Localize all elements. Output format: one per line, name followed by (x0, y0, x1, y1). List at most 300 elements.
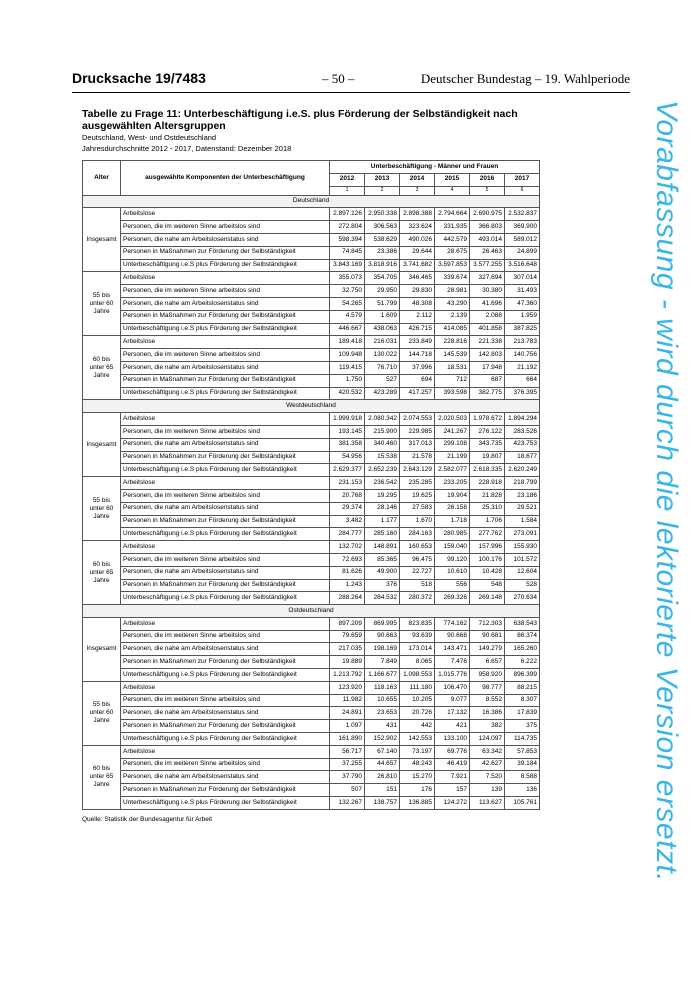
value-cell: 113.627 (470, 797, 505, 810)
table-row (83, 541, 540, 554)
value-cell: 130.022 (365, 349, 400, 362)
value-cell: 10.205 (400, 694, 435, 707)
value-cell: 23.653 (365, 707, 400, 720)
component-label: Arbeitslose (121, 272, 330, 285)
table-row (83, 208, 540, 221)
value-cell: 490.026 (400, 233, 435, 246)
table-row (83, 297, 540, 310)
table-row (83, 797, 540, 810)
value-cell: 2.088 (470, 310, 505, 323)
component-label: Arbeitslose (121, 336, 330, 349)
table-row (83, 502, 540, 515)
value-cell: 98.777 (470, 681, 505, 694)
value-cell: 712 (435, 374, 470, 387)
table-row (83, 733, 540, 746)
value-cell: 151 (365, 784, 400, 797)
value-cell: 280.985 (435, 528, 470, 541)
value-cell: 57.853 (505, 745, 540, 758)
value-cell: 24.899 (505, 246, 540, 259)
value-cell: 426.715 (400, 323, 435, 336)
value-cell: 1.584 (505, 515, 540, 528)
value-cell: 897.209 (330, 617, 365, 630)
value-cell: 124.272 (435, 797, 470, 810)
value-cell: 2.898.388 (400, 208, 435, 221)
table-row (83, 233, 540, 246)
table-row (83, 694, 540, 707)
value-cell: 1.706 (470, 515, 505, 528)
value-cell: 774.162 (435, 617, 470, 630)
value-cell: 157.996 (470, 541, 505, 554)
value-cell: 15.538 (365, 451, 400, 464)
value-cell: 149.279 (470, 643, 505, 656)
value-cell: 896.399 (505, 669, 540, 682)
value-cell: 32.750 (330, 285, 365, 298)
value-cell: 1.166.677 (365, 669, 400, 682)
value-cell: 3.597.853 (435, 259, 470, 272)
value-cell: 90.663 (365, 630, 400, 643)
value-cell: 1.177 (365, 515, 400, 528)
value-cell: 1.609 (365, 310, 400, 323)
table-row (83, 720, 540, 733)
value-cell: 307.014 (505, 272, 540, 285)
component-label: Personen in Maßnahmen zur Förderung der Selbständigkeit (121, 451, 330, 464)
value-cell: 7.520 (470, 771, 505, 784)
value-cell: 165.260 (505, 643, 540, 656)
column-index: 1 (330, 186, 365, 195)
value-cell: 527 (365, 374, 400, 387)
value-cell: 31.493 (505, 285, 540, 298)
value-cell: 7.921 (435, 771, 470, 784)
table-row (83, 477, 540, 490)
value-cell: 157 (435, 784, 470, 797)
table-row (83, 425, 540, 438)
year-header: 2017 (505, 173, 540, 186)
table-row (83, 656, 540, 669)
table-row (83, 413, 540, 426)
value-cell: 375 (505, 720, 540, 733)
component-label: Personen, die nahe am Arbeitslosenstatus sind (121, 707, 330, 720)
age-group-cell: 55 bis unter 60 Jahre (83, 477, 121, 541)
component-label: Personen, die nahe am Arbeitslosenstatus sind (121, 233, 330, 246)
value-cell: 2.897.126 (330, 208, 365, 221)
page-header (72, 70, 630, 93)
value-cell: 198.169 (365, 643, 400, 656)
value-cell: 306.563 (365, 221, 400, 234)
value-cell: 73.197 (400, 745, 435, 758)
value-cell: 11.982 (330, 694, 365, 707)
column-index: 4 (435, 186, 470, 195)
value-cell: 1.213.792 (330, 669, 365, 682)
value-cell: 3.482 (330, 515, 365, 528)
value-cell: 1.750 (330, 374, 365, 387)
value-cell: 90.681 (470, 630, 505, 643)
table-row (83, 630, 540, 643)
value-cell: 231.153 (330, 477, 365, 490)
section-row (83, 605, 540, 618)
value-cell: 548 (470, 579, 505, 592)
table-row (83, 438, 540, 451)
value-cell: 22.727 (400, 566, 435, 579)
source-note: Quelle: Statistik der Bundesagentur für Arbeit (82, 816, 213, 823)
table-row (83, 361, 540, 374)
value-cell: 288.264 (330, 592, 365, 605)
value-cell: 44.657 (365, 758, 400, 771)
value-cell: 20.768 (330, 489, 365, 502)
table-row (83, 310, 540, 323)
value-cell: 43.290 (435, 297, 470, 310)
value-cell: 10.655 (365, 694, 400, 707)
value-cell: 189.418 (330, 336, 365, 349)
value-cell: 21.199 (435, 451, 470, 464)
value-cell: 161.890 (330, 733, 365, 746)
component-label: Personen, die im weiteren Sinne arbeitslos sind (121, 758, 330, 771)
value-cell: 382 (470, 720, 505, 733)
value-cell: 2.112 (400, 310, 435, 323)
value-cell: 442.579 (435, 233, 470, 246)
component-label: Unterbeschäftigung i.e.S plus Förderung der Selbständigkeit (121, 797, 330, 810)
year-header: 2012 (330, 173, 365, 186)
value-cell: 143.471 (435, 643, 470, 656)
value-cell: 1.098.553 (400, 669, 435, 682)
table-title: Tabelle zu Frage 11: Unterbeschäftigung i.e.S. plus Förderung der Selbständigkeit nach ausgewählten Altersgruppen (82, 108, 518, 132)
value-cell: 176 (400, 784, 435, 797)
value-cell: 144.718 (400, 349, 435, 362)
value-cell: 26.810 (365, 771, 400, 784)
value-cell: 236.542 (365, 477, 400, 490)
value-cell: 10.428 (470, 566, 505, 579)
value-cell: 280.372 (400, 592, 435, 605)
value-cell: 27.583 (400, 502, 435, 515)
component-label: Unterbeschäftigung i.e.S plus Förderung der Selbständigkeit (121, 323, 330, 336)
value-cell: 100.176 (470, 553, 505, 566)
value-cell: 29.374 (330, 502, 365, 515)
value-cell: 228.918 (470, 477, 505, 490)
value-cell: 387.825 (505, 323, 540, 336)
table-row (83, 528, 540, 541)
value-cell: 18.677 (505, 451, 540, 464)
value-cell: 6.222 (505, 656, 540, 669)
section-title: Westdeutschland (83, 400, 540, 413)
column-index: 3 (400, 186, 435, 195)
value-cell: 2.643.129 (400, 464, 435, 477)
value-cell: 140.756 (505, 349, 540, 362)
value-cell: 431 (365, 720, 400, 733)
value-cell: 507 (330, 784, 365, 797)
value-cell: 382.775 (470, 387, 505, 400)
value-cell: 119.415 (330, 361, 365, 374)
value-cell: 376 (365, 579, 400, 592)
table-row (83, 221, 540, 234)
value-cell: 414.085 (435, 323, 470, 336)
table-row (83, 784, 540, 797)
value-cell: 90.668 (435, 630, 470, 643)
value-cell: 26.158 (435, 502, 470, 515)
column-index: 5 (470, 186, 505, 195)
value-cell: 148.891 (365, 541, 400, 554)
value-cell: 423.753 (505, 438, 540, 451)
section-row (83, 195, 540, 208)
table-row (83, 259, 540, 272)
value-cell: 54.956 (330, 451, 365, 464)
value-cell: 493.014 (470, 233, 505, 246)
component-label: Personen, die im weiteren Sinne arbeitslos sind (121, 489, 330, 502)
value-cell: 8.065 (400, 656, 435, 669)
value-cell: 21.828 (470, 489, 505, 502)
section-row (83, 400, 540, 413)
header-komponenten: ausgewählte Komponenten der Unterbeschäftigung (121, 161, 330, 196)
value-cell: 193.145 (330, 425, 365, 438)
value-cell: 2.794.664 (435, 208, 470, 221)
value-cell: 29.644 (400, 246, 435, 259)
table-row (83, 515, 540, 528)
value-cell: 2.080.342 (365, 413, 400, 426)
component-label: Arbeitslose (121, 681, 330, 694)
value-cell: 51.799 (365, 297, 400, 310)
table-subtitle-region: Deutschland, West- und Ostdeutschland (82, 133, 217, 142)
value-cell: 42.627 (470, 758, 505, 771)
component-label: Personen, die im weiteren Sinne arbeitslos sind (121, 221, 330, 234)
value-cell: 598.394 (330, 233, 365, 246)
value-cell: 173.014 (400, 643, 435, 656)
value-cell: 85.365 (365, 553, 400, 566)
value-cell: 2.074.553 (400, 413, 435, 426)
component-label: Personen in Maßnahmen zur Förderung der Selbständigkeit (121, 579, 330, 592)
value-cell: 272.804 (330, 221, 365, 234)
value-cell: 47.360 (505, 297, 540, 310)
component-label: Arbeitslose (121, 208, 330, 221)
value-cell: 118.163 (365, 681, 400, 694)
value-cell: 105.761 (505, 797, 540, 810)
value-cell: 30.380 (470, 285, 505, 298)
value-cell: 142.803 (470, 349, 505, 362)
value-cell: 37.790 (330, 771, 365, 784)
value-cell: 26.463 (470, 246, 505, 259)
value-cell: 340.460 (365, 438, 400, 451)
publisher: Deutscher Bundestag – 19. Wahlperiode (420, 71, 630, 86)
value-cell: 1.959 (505, 310, 540, 323)
value-cell: 29.950 (365, 285, 400, 298)
value-cell: 273.091 (505, 528, 540, 541)
value-cell: 99.120 (435, 553, 470, 566)
value-cell: 1.999.918 (330, 413, 365, 426)
value-cell: 285.160 (365, 528, 400, 541)
value-cell: 18.531 (435, 361, 470, 374)
value-cell: 2.020.503 (435, 413, 470, 426)
value-cell: 215.900 (365, 425, 400, 438)
value-cell: 106.470 (435, 681, 470, 694)
value-cell: 132.267 (330, 797, 365, 810)
value-cell: 67.140 (365, 745, 400, 758)
component-label: Personen, die nahe am Arbeitslosenstatus sind (121, 643, 330, 656)
value-cell: 270.634 (505, 592, 540, 605)
value-cell: 133.100 (435, 733, 470, 746)
value-cell: 687 (470, 374, 505, 387)
value-cell: 4.579 (330, 310, 365, 323)
value-cell: 958.920 (470, 669, 505, 682)
value-cell: 160.653 (400, 541, 435, 554)
value-cell: 2.950.338 (365, 208, 400, 221)
value-cell: 241.267 (435, 425, 470, 438)
value-cell: 381.358 (330, 438, 365, 451)
value-cell: 216.031 (365, 336, 400, 349)
table-row (83, 771, 540, 784)
value-cell: 376.395 (505, 387, 540, 400)
component-label: Personen in Maßnahmen zur Förderung der Selbständigkeit (121, 515, 330, 528)
value-cell: 3.843.169 (330, 259, 365, 272)
value-cell: 2.139 (435, 310, 470, 323)
component-label: Personen, die im weiteren Sinne arbeitslos sind (121, 630, 330, 643)
value-cell: 3.516.648 (505, 259, 540, 272)
age-group-cell: 60 bis unter 65 Jahre (83, 541, 121, 605)
value-cell: 29.521 (505, 502, 540, 515)
component-label: Personen in Maßnahmen zur Förderung der Selbständigkeit (121, 720, 330, 733)
value-cell: 56.717 (330, 745, 365, 758)
value-cell: 1.243 (330, 579, 365, 592)
year-header: 2013 (365, 173, 400, 186)
section-title: Deutschland (83, 195, 540, 208)
value-cell: 6.657 (470, 656, 505, 669)
component-label: Personen, die im weiteren Sinne arbeitslos sind (121, 425, 330, 438)
table-row (83, 272, 540, 285)
value-cell: 538.629 (365, 233, 400, 246)
value-cell: 354.705 (365, 272, 400, 285)
table-row (83, 669, 540, 682)
value-cell: 21.578 (400, 451, 435, 464)
value-cell: 638.543 (505, 617, 540, 630)
value-cell: 8.588 (505, 771, 540, 784)
component-label: Personen, die nahe am Arbeitslosenstatus sind (121, 297, 330, 310)
value-cell: 1.015.776 (435, 669, 470, 682)
year-header: 2016 (470, 173, 505, 186)
value-cell: 41.696 (470, 297, 505, 310)
value-cell: 74.845 (330, 246, 365, 259)
component-label: Personen, die im weiteren Sinne arbeitslos sind (121, 285, 330, 298)
value-cell: 269.326 (435, 592, 470, 605)
component-label: Personen in Maßnahmen zur Förderung der Selbständigkeit (121, 656, 330, 669)
component-label: Personen, die im weiteren Sinne arbeitslos sind (121, 694, 330, 707)
table-row (83, 758, 540, 771)
value-cell: 327.694 (470, 272, 505, 285)
value-cell: 69.776 (435, 745, 470, 758)
value-cell: 81.626 (330, 566, 365, 579)
value-cell: 3.577.255 (470, 259, 505, 272)
table-body (83, 195, 540, 809)
value-cell: 401.858 (470, 323, 505, 336)
table-row (83, 592, 540, 605)
value-cell: 556 (435, 579, 470, 592)
value-cell: 19.807 (470, 451, 505, 464)
value-cell: 284.532 (365, 592, 400, 605)
value-cell: 518 (400, 579, 435, 592)
value-cell: 19.295 (365, 489, 400, 502)
value-cell: 139 (470, 784, 505, 797)
draft-watermark: Vorabfassung - wird durch die lektorierte Version ersetzt. (650, 100, 683, 883)
value-cell: 54.265 (330, 297, 365, 310)
value-cell: 1.978.672 (470, 413, 505, 426)
component-label: Arbeitslose (121, 541, 330, 554)
value-cell: 417.257 (400, 387, 435, 400)
title-block (82, 108, 582, 153)
value-cell: 2.582.077 (435, 464, 470, 477)
component-label: Unterbeschäftigung i.e.S plus Förderung der Selbständigkeit (121, 733, 330, 746)
value-cell: 21.192 (505, 361, 540, 374)
value-cell: 17.839 (505, 707, 540, 720)
component-label: Arbeitslose (121, 617, 330, 630)
value-cell: 20.726 (400, 707, 435, 720)
table-row (83, 336, 540, 349)
value-cell: 277.762 (470, 528, 505, 541)
component-label: Personen, die nahe am Arbeitslosenstatus sind (121, 502, 330, 515)
value-cell: 24.891 (330, 707, 365, 720)
value-cell: 229.985 (400, 425, 435, 438)
value-cell: 323.624 (400, 221, 435, 234)
value-cell: 48.243 (400, 758, 435, 771)
component-label: Unterbeschäftigung i.e.S plus Förderung der Selbständigkeit (121, 464, 330, 477)
value-cell: 39.184 (505, 758, 540, 771)
value-cell: 37.255 (330, 758, 365, 771)
component-label: Personen, die nahe am Arbeitslosenstatus sind (121, 771, 330, 784)
value-cell: 136 (505, 784, 540, 797)
value-cell: 19.625 (400, 489, 435, 502)
value-cell: 664 (505, 374, 540, 387)
value-cell: 86.374 (505, 630, 540, 643)
value-cell: 221.338 (470, 336, 505, 349)
value-cell: 114.735 (505, 733, 540, 746)
value-cell: 46.419 (435, 758, 470, 771)
value-cell: 29.830 (400, 285, 435, 298)
value-cell: 2.629.377 (330, 464, 365, 477)
table-row (83, 285, 540, 298)
value-cell: 442 (400, 720, 435, 733)
table-row (83, 681, 540, 694)
value-cell: 28.981 (435, 285, 470, 298)
age-group-cell: 60 bis unter 65 Jahre (83, 336, 121, 400)
component-label: Personen in Maßnahmen zur Förderung der Selbständigkeit (121, 374, 330, 387)
value-cell: 15.270 (400, 771, 435, 784)
value-cell: 2.532.837 (505, 208, 540, 221)
value-cell: 2.618.335 (470, 464, 505, 477)
value-cell: 111.180 (400, 681, 435, 694)
value-cell: 48.308 (400, 297, 435, 310)
value-cell: 136.885 (400, 797, 435, 810)
value-cell: 28.675 (435, 246, 470, 259)
value-cell: 16.386 (470, 707, 505, 720)
document-number (72, 70, 206, 86)
value-cell: 7.849 (365, 656, 400, 669)
value-cell: 2.690.975 (470, 208, 505, 221)
table-row (83, 374, 540, 387)
value-cell: 283.526 (505, 425, 540, 438)
value-cell: 10.610 (435, 566, 470, 579)
value-cell: 132.702 (330, 541, 365, 554)
value-cell: 152.902 (365, 733, 400, 746)
value-cell: 37.996 (400, 361, 435, 374)
value-cell: 96.475 (400, 553, 435, 566)
value-cell: 528 (505, 579, 540, 592)
value-cell: 155.930 (505, 541, 540, 554)
value-cell: 446.667 (330, 323, 365, 336)
value-cell: 438.063 (365, 323, 400, 336)
table-row (83, 489, 540, 502)
value-cell: 8.552 (470, 694, 505, 707)
value-cell: 9.077 (435, 694, 470, 707)
year-header: 2014 (400, 173, 435, 186)
component-label: Unterbeschäftigung i.e.S plus Förderung der Selbständigkeit (121, 528, 330, 541)
age-group-cell: Insgesamt (83, 413, 121, 477)
value-cell: 218.799 (505, 477, 540, 490)
value-cell: 93.639 (400, 630, 435, 643)
value-cell: 1.670 (400, 515, 435, 528)
